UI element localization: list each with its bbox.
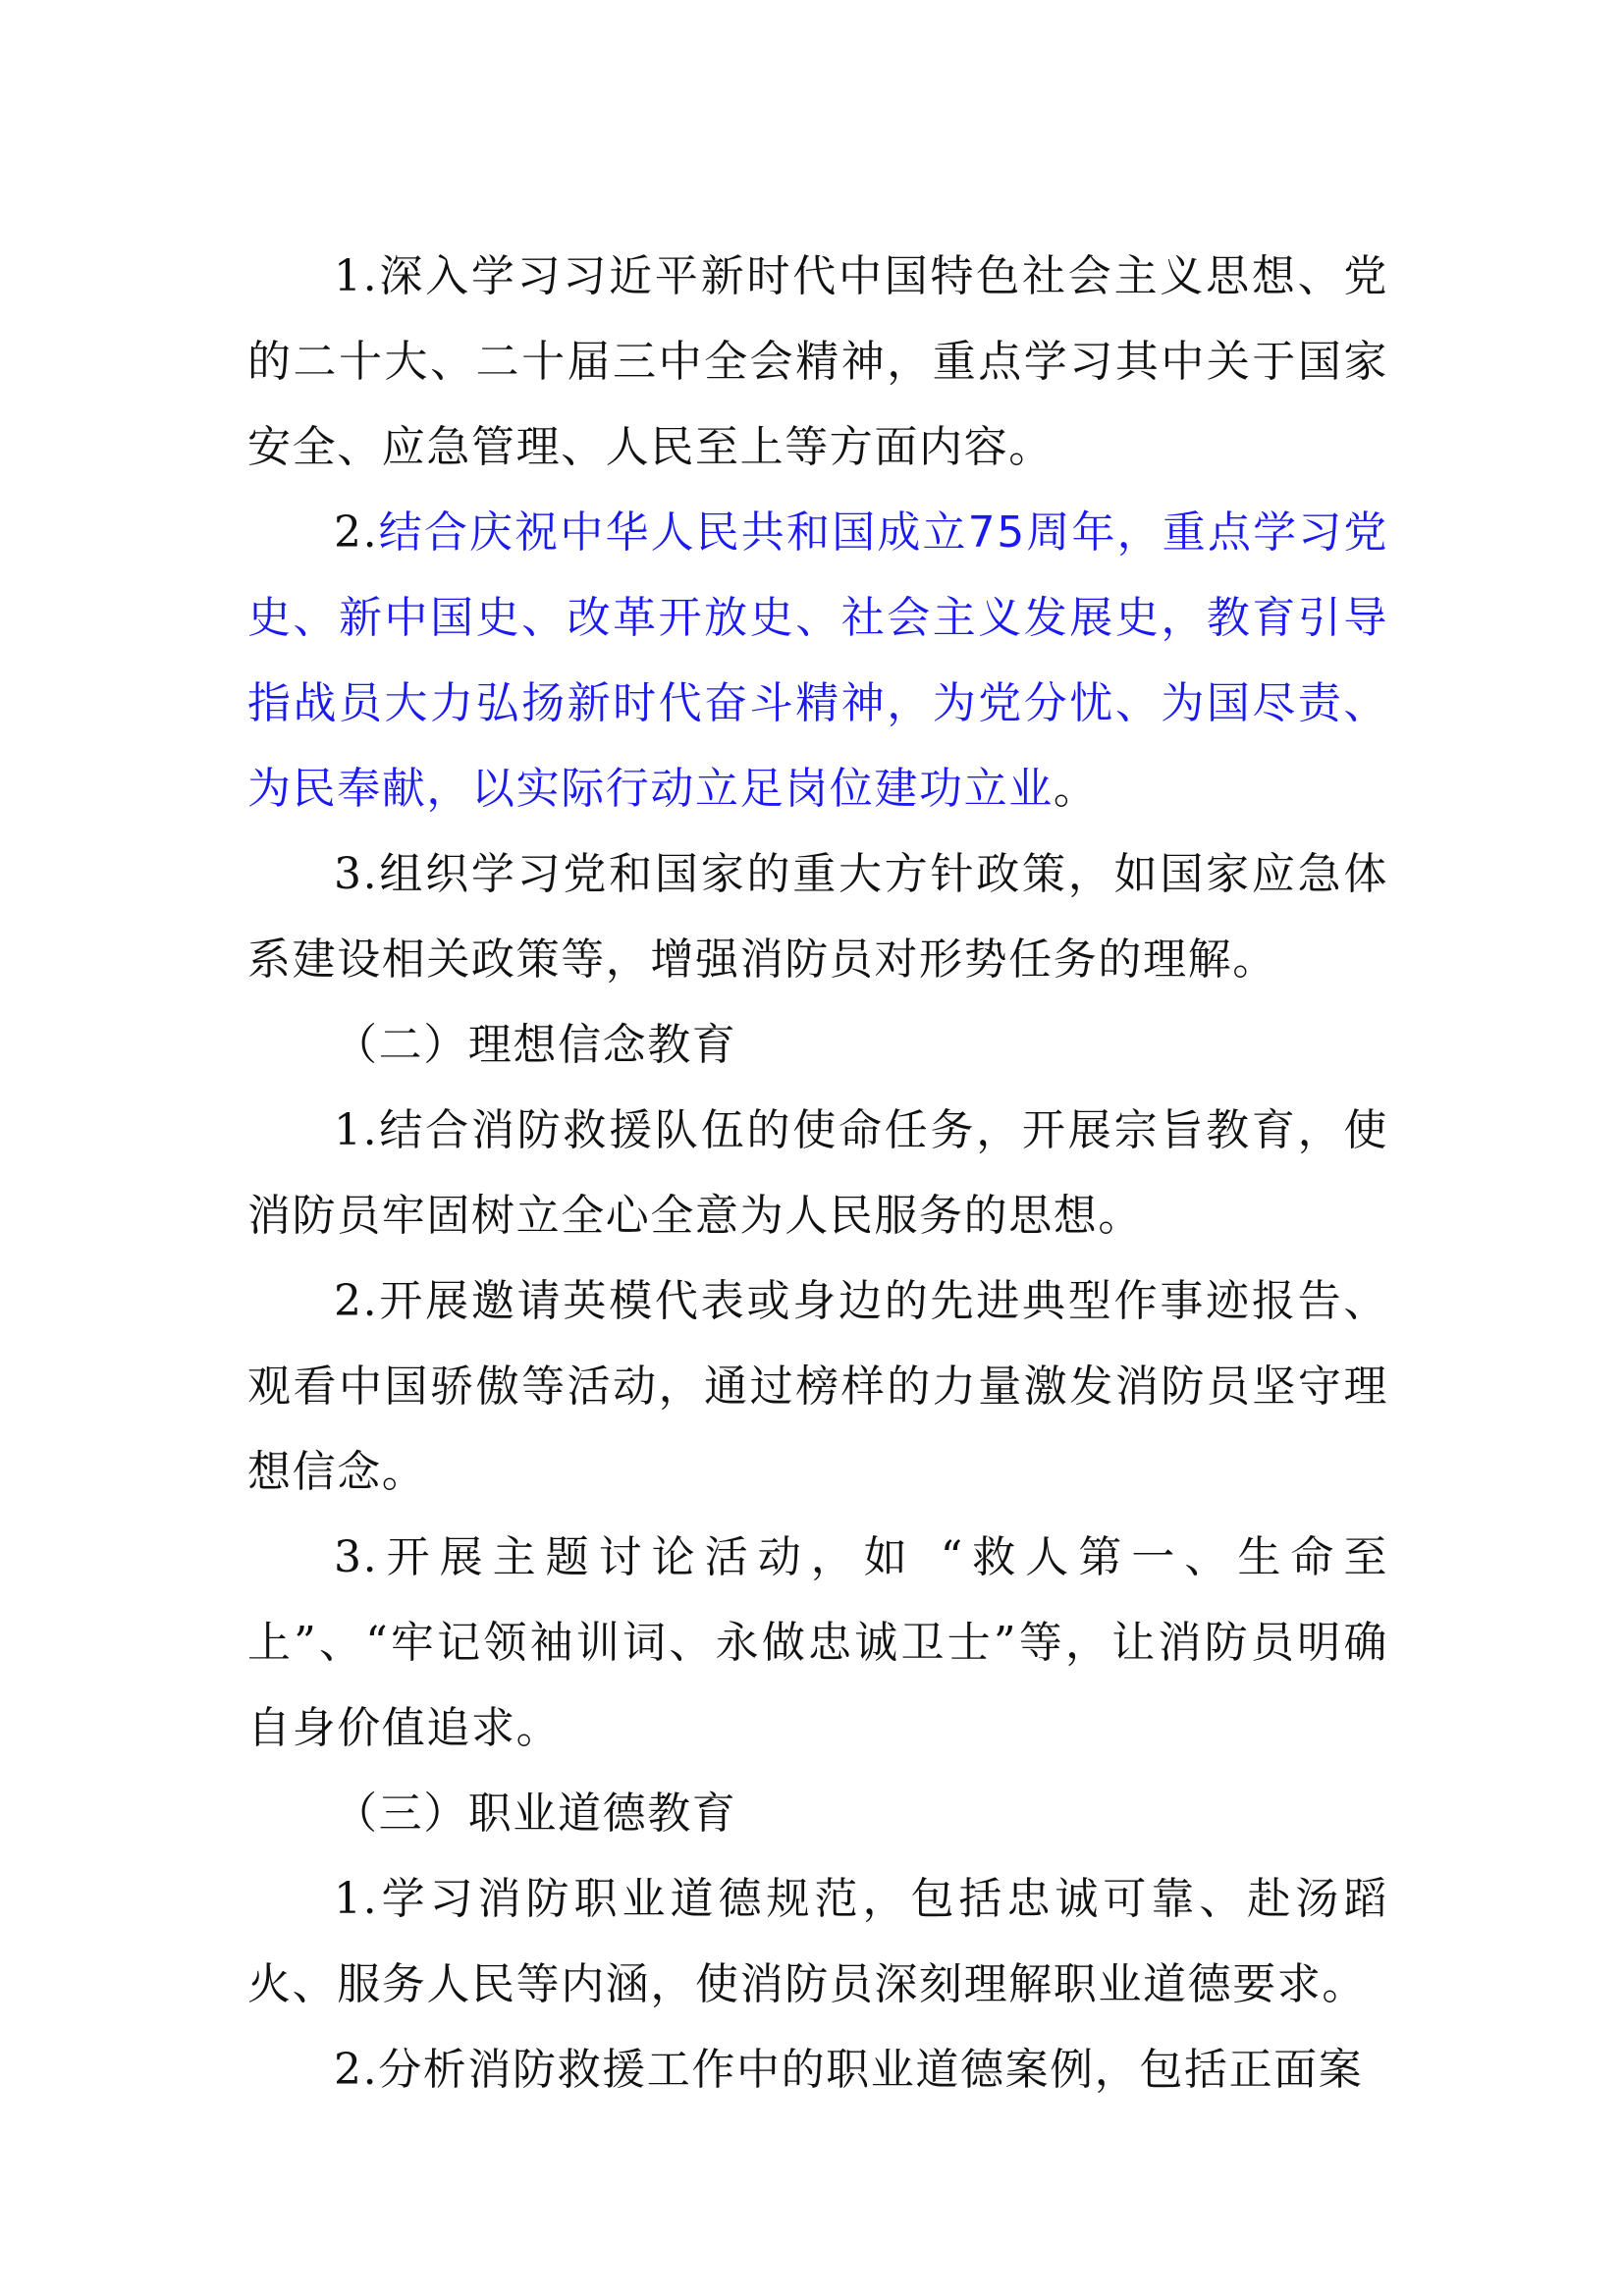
item-number: 3. xyxy=(334,849,379,899)
paragraph-theme-discussion xyxy=(247,1515,1388,1771)
paragraph-text: 开展主题讨论活动，如 “救人第一、生命至上”、“牢记领袖训词、永做忠诚卫士”等，让消防员明确自身价值追求。 xyxy=(247,1532,1388,1753)
paragraph-ethics-norms xyxy=(247,1856,1388,2027)
paragraph-text: 开展邀请英模代表或身边的先进典型作事迹报告、观看中国骄傲等活动，通过榜样的力量激发消防员坚守理想信念。 xyxy=(247,1276,1388,1497)
item-number: 2. xyxy=(334,2045,379,2095)
section-heading-text: （三）职业道德教育 xyxy=(334,1789,737,1839)
item-number: 1. xyxy=(334,1874,379,1924)
paragraph-text: 组织学习党和国家的重大方针政策，如国家应急体系建设相关政策等，增强消防员对形势任务的理解。 xyxy=(247,849,1388,985)
paragraph-text: 学习消防职业道德规范，包括忠诚可靠、赴汤蹈火、服务人民等内涵，使消防员深刻理解职业道德要求。 xyxy=(247,1874,1388,2009)
section-heading-ideals xyxy=(247,1002,1388,1088)
paragraph-mission-education xyxy=(247,1088,1388,1258)
paragraph-tail-punctuation: 。 xyxy=(1053,764,1099,814)
highlighted-text: 结合庆祝中华人民共和国成立75周年，重点学习党史、新中国史、改革开放史、社会主义发展史，教育引导指战员大力弘扬新时代奋斗精神，为党分忧、为国尽责、为民奉献，以实际行动立足岗位建功立业 xyxy=(247,507,1388,814)
section-heading-ethics xyxy=(247,1771,1388,1856)
item-number: 2. xyxy=(334,1276,379,1326)
document-body xyxy=(247,234,1388,2112)
section-heading-text: （二）理想信念教育 xyxy=(334,1020,737,1070)
paragraph-text: 深入学习习近平新时代中国特色社会主义思想、党的二十大、二十届三中全会精神，重点学习其中关于国家安全、应急管理、人民至上等方面内容。 xyxy=(247,251,1388,472)
item-number: 2. xyxy=(334,507,379,558)
paragraph-policy-study xyxy=(247,831,1388,1002)
item-number: 3. xyxy=(334,1532,379,1582)
paragraph-text: 分析消防救援工作中的职业道德案例，包括正面案 xyxy=(378,2045,1364,2095)
paragraph-role-models xyxy=(247,1258,1388,1515)
item-number: 1. xyxy=(334,251,379,301)
item-number: 1. xyxy=(334,1105,379,1155)
paragraph-ethics-cases xyxy=(247,2027,1388,2112)
paragraph-text: 结合消防救援队伍的使命任务，开展宗旨教育，使消防员牢固树立全心全意为人民服务的思想。 xyxy=(247,1105,1388,1241)
paragraph-anniversary-study xyxy=(247,490,1388,831)
paragraph-study-thought xyxy=(247,234,1388,490)
